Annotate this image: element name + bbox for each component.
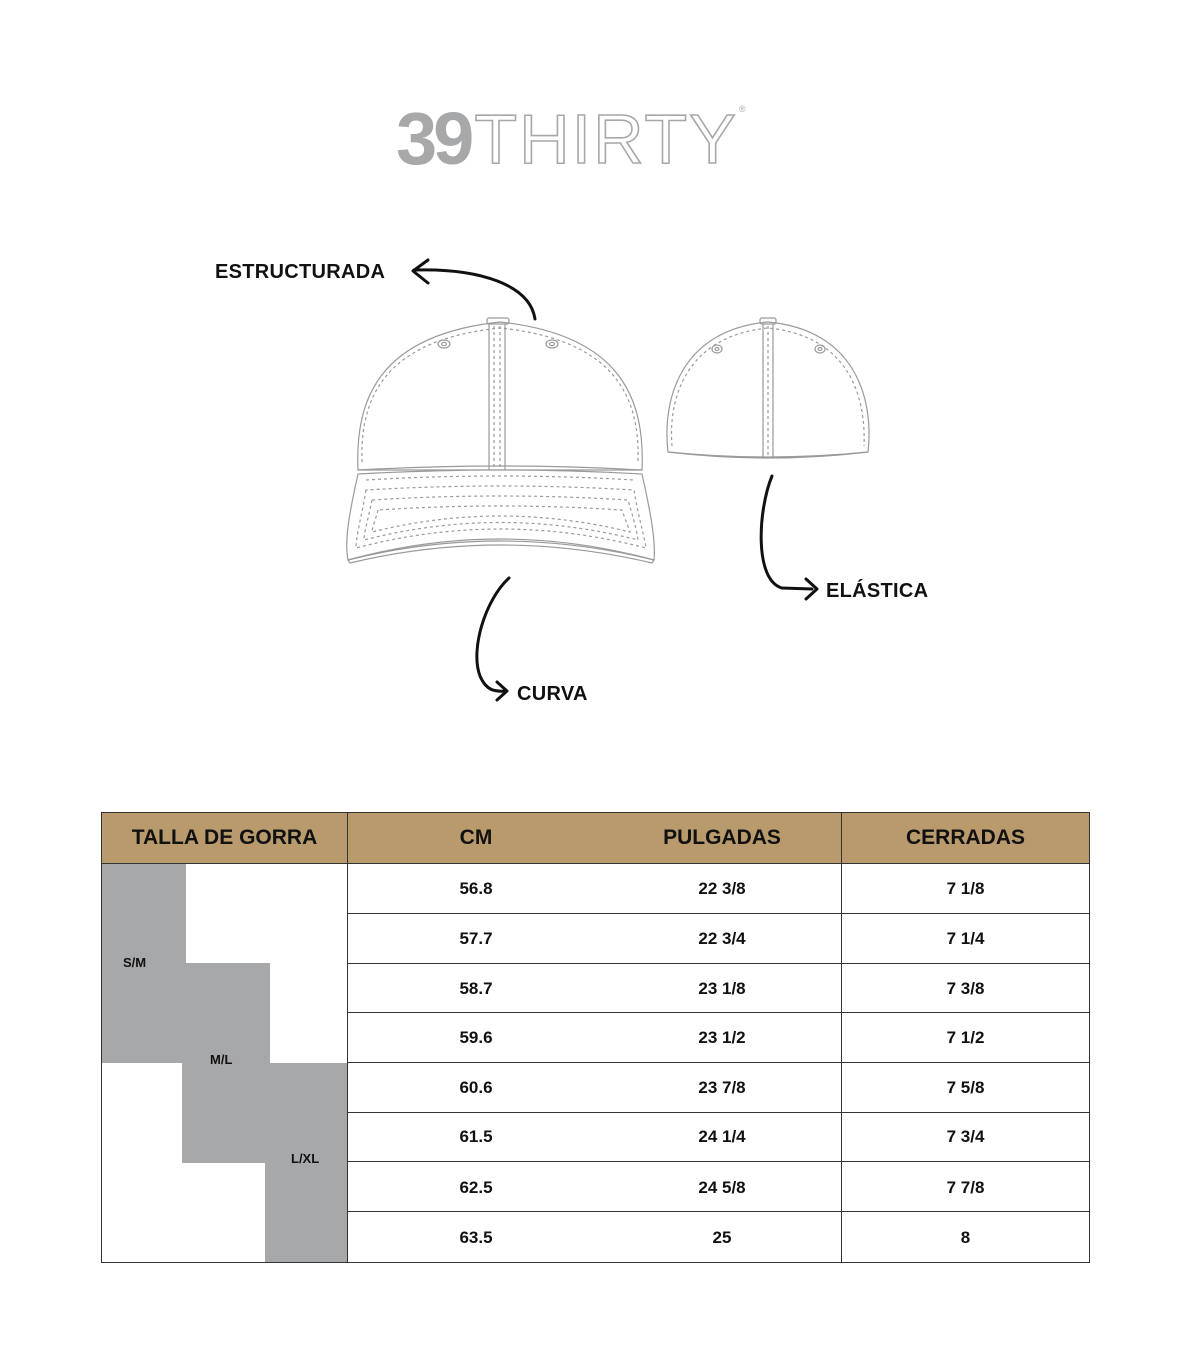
cell-cm: 59.6 [459,1028,493,1047]
cell-inches: 24 5/8 [698,1178,746,1197]
cell-cm: 56.8 [459,879,493,898]
size-band-lxl-bottom [265,1163,348,1262]
back-cap-drawing [667,318,869,458]
cell-inches: 22 3/8 [698,879,746,898]
header-inches: PULGADAS [663,826,781,849]
callout-curve: CURVA [517,683,588,705]
cell-inches: 23 7/8 [698,1078,746,1097]
cell-fitted: 7 7/8 [946,1178,985,1197]
cell-fitted: 7 1/4 [946,929,985,948]
elastic-arrow [761,476,812,589]
structured-arrow [414,270,535,319]
size-band-ml-top [186,963,270,1063]
cell-cm: 62.5 [459,1178,493,1197]
size-band-ml-bottom [182,1063,270,1163]
cell-inches: 22 3/4 [698,929,746,948]
cell-fitted: 7 3/4 [946,1127,985,1146]
logo-word: THIRTY [474,100,738,178]
size-label-ml: M/L [210,1052,233,1067]
cell-cm: 61.5 [459,1127,493,1146]
callout-elastic: ELÁSTICA [826,580,929,602]
size-label-lxl: L/XL [291,1151,320,1166]
cell-cm: 60.6 [459,1078,493,1097]
structured-arrowhead [413,260,428,283]
size-table [101,812,1090,1263]
cell-inches: 24 1/4 [698,1127,746,1146]
cell-fitted: 7 3/8 [946,979,985,998]
cell-cm: 57.7 [459,929,493,948]
size-label-sm: S/M [123,955,147,970]
callout-structured: ESTRUCTURADA [215,261,386,283]
cell-fitted: 7 1/2 [946,1028,985,1047]
cell-inches: 25 [712,1228,732,1247]
header-fitted: CERRADAS [905,826,1025,849]
cell-fitted: 8 [960,1228,971,1247]
row-divider [347,1161,1089,1162]
cell-cm: 58.7 [459,979,493,998]
cell-fitted: 7 1/8 [946,879,985,898]
table-header [102,813,1089,864]
cell-fitted: 7 5/8 [946,1078,985,1097]
front-cap-drawing [347,318,655,563]
curve-arrow [477,578,509,691]
registered-mark: ® [738,104,746,114]
cell-cm: 63.5 [459,1228,493,1247]
header-cm: CM [459,826,493,849]
header-size: TALLA DE GORRA [131,826,318,849]
cell-inches: 23 1/8 [698,979,746,998]
logo-number: 39 [396,97,471,180]
cell-inches: 23 1/2 [698,1028,746,1047]
